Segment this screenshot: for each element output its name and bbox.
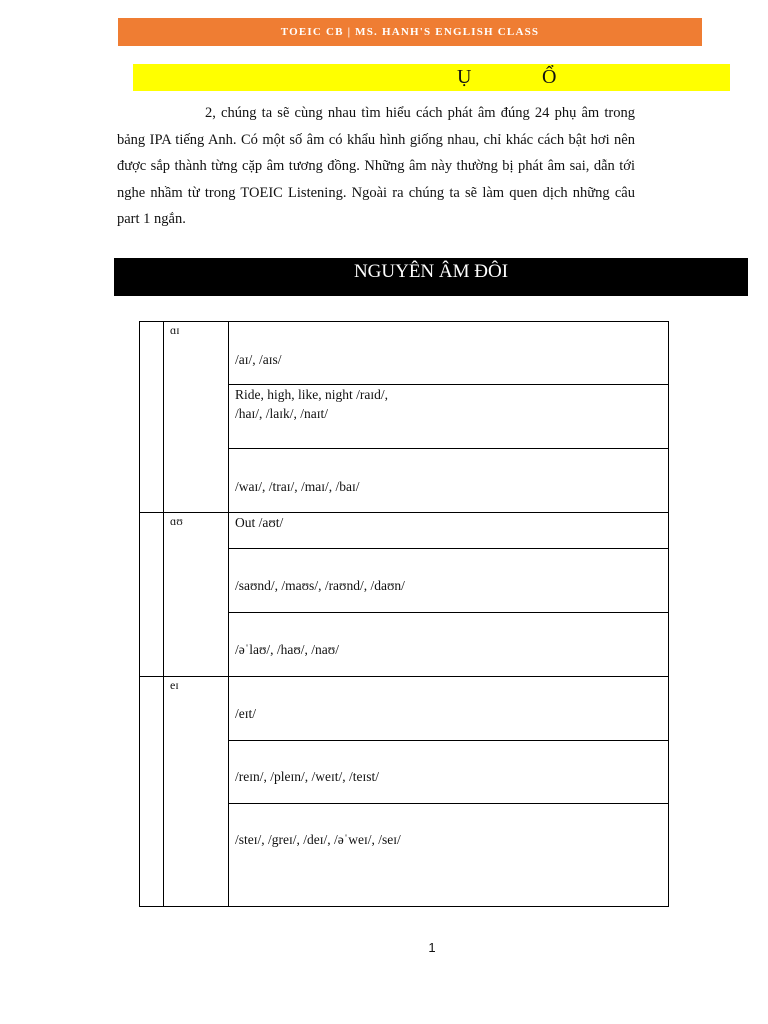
example-line-2: /steɪ/, /greɪ/, /deɪ/, /əˈweɪ/, /seɪ/	[235, 832, 401, 847]
page-number: 1	[428, 940, 436, 955]
example-line-1: Ride, high, like, night /raɪd/,	[235, 387, 388, 402]
table-row	[140, 513, 669, 549]
blank-column-cell	[140, 322, 164, 513]
table-row	[140, 677, 669, 741]
sound-symbol: ɑɪ	[170, 323, 180, 337]
title-glyph-right: Ổ	[542, 66, 557, 88]
intro-text: 2, chúng ta sẽ cùng nhau tìm hiểu cách phát âm đúng 24 phụ âm trong bảng IPA tiếng Anh. Có một số âm có khẩu hình giống nhau, chỉ khác cách bật hơi nên được sắp thành từng cặp âm tương đồng. Những âm này thường bị phát âm sai, dẫn tới nghe nhầm từ trong TOEIC Listening. Ngoài ra chúng ta sẽ làm quen dịch những câu part 1 ngắn.	[117, 105, 635, 227]
example-line-2: /waɪ/, /traɪ/, /maɪ/, /baɪ/	[235, 479, 360, 494]
table-row	[140, 322, 669, 385]
example-line-1: Out /aʊt/	[235, 515, 284, 530]
sound-symbol: ɑʊ	[170, 514, 183, 528]
example-line-2: /saʊnd/, /maʊs/, /raʊnd/, /daʊn/	[235, 578, 405, 593]
example-line-2: /eɪt/	[235, 706, 256, 721]
section-title: NGUYÊN ÂM ĐÔI	[353, 261, 509, 282]
sound-cell	[164, 513, 229, 677]
example-cell	[229, 613, 669, 677]
section-heading-bar	[114, 258, 748, 296]
blank-column-cell	[140, 513, 164, 677]
diphthong-table	[139, 321, 669, 907]
document-header-bar	[118, 18, 702, 46]
example-cell	[229, 741, 669, 804]
sound-cell	[164, 322, 229, 513]
example-cell	[229, 549, 669, 613]
blank-column-cell	[140, 677, 164, 907]
sound-symbol: eɪ	[170, 678, 179, 692]
example-cell	[229, 449, 669, 513]
example-line-2: /haɪ/, /laɪk/, /naɪt/	[235, 406, 328, 421]
example-line-2: /aɪ/, /aɪs/	[235, 352, 282, 367]
example-cell	[229, 322, 669, 385]
example-line-2: /əˈlaʊ/, /haʊ/, /naʊ/	[235, 642, 339, 657]
example-cell	[229, 385, 669, 449]
sound-cell	[164, 677, 229, 907]
example-cell	[229, 513, 669, 549]
intro-paragraph	[117, 100, 635, 233]
example-cell	[229, 804, 669, 907]
example-cell	[229, 677, 669, 741]
header-title: TOEIC CB | MS. HANH'S ENGLISH CLASS	[280, 26, 540, 38]
highlighted-title-bar	[133, 64, 730, 91]
example-line-2: /reɪn/, /pleɪn/, /weɪt/, /teɪst/	[235, 769, 379, 784]
title-glyph-left: Ụ	[457, 66, 472, 88]
